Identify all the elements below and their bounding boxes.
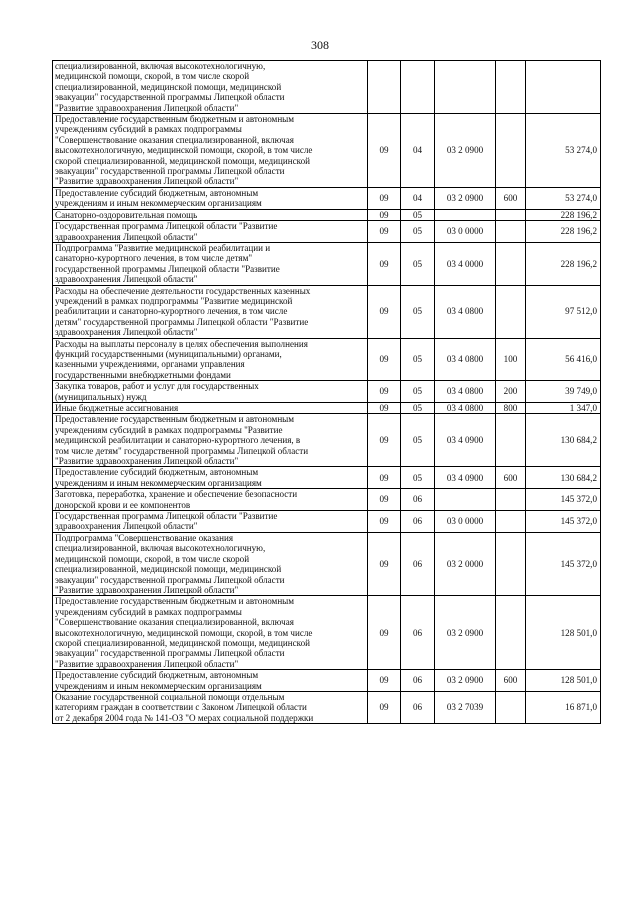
amount-cell: 97 512,0: [526, 285, 601, 338]
item-name-cell: [53, 338, 368, 381]
item-name-line: государственной программы Липецкой области "Развитие: [55, 263, 280, 274]
subsection-code-cell: 06: [401, 532, 435, 595]
expense-type-cell: [496, 114, 526, 188]
table-row: [53, 114, 601, 188]
subsection-code-cell: 06: [401, 596, 435, 670]
expense-type-cell: [496, 596, 526, 670]
subsection-code-cell: 05: [401, 403, 435, 414]
target-article-cell: 03 4 0800: [435, 285, 496, 338]
item-name-line: высокотехнологичную, медицинской помощи, скорой, в том числе: [55, 627, 313, 638]
target-article-cell: [435, 61, 496, 114]
target-article-cell: 03 4 0800: [435, 403, 496, 414]
item-name-line: Иные бюджетные ассигнования: [55, 403, 179, 413]
target-article-cell: 03 0 0000: [435, 511, 496, 533]
section-code-cell: 09: [368, 381, 401, 403]
item-name-line: здравоохранения Липецкой области": [55, 274, 198, 285]
table-row: [53, 596, 601, 670]
item-name-line: медицинской помощи, скорой, в том числе скорой: [55, 71, 250, 82]
item-name-line: государственными внебюджетными фондами: [55, 369, 231, 380]
item-name-line: учреждениям и иным некоммерческим организациям: [55, 477, 262, 488]
item-name-line: Закупка товаров, работ и услуг для государственных: [55, 381, 259, 392]
expense-type-cell: [496, 691, 526, 723]
item-name-line: (муниципальных) нужд: [55, 391, 147, 402]
expense-type-cell: 600: [496, 670, 526, 692]
item-name-cell: [53, 670, 368, 692]
item-name-line: "Развитие здравоохранения Липецкой области": [55, 658, 239, 669]
target-article-cell: 03 4 0000: [435, 242, 496, 285]
table-row: [53, 691, 601, 723]
table-row: [53, 511, 601, 533]
target-article-cell: [435, 489, 496, 511]
item-name-line: специализированной, медицинской помощи, медицинской: [55, 81, 282, 92]
target-article-cell: 03 2 0900: [435, 596, 496, 670]
item-name-line: Предоставление субсидий бюджетным, автономным: [55, 670, 259, 681]
item-name-cell: [53, 532, 368, 595]
item-name-line: учреждениям субсидий в рамках подпрограммы "Развитие: [55, 424, 283, 435]
section-code-cell: 09: [368, 532, 401, 595]
table-row: [53, 221, 601, 243]
subsection-code-cell: 05: [401, 338, 435, 381]
subsection-code-cell: 04: [401, 187, 435, 209]
table-body: [53, 61, 601, 724]
item-name-cell: [53, 221, 368, 243]
section-code-cell: 09: [368, 338, 401, 381]
table-row: [53, 209, 601, 220]
section-code-cell: 09: [368, 221, 401, 243]
item-name-line: "Развитие здравоохранения Липецкой области": [55, 584, 239, 595]
target-article-cell: 03 2 0000: [435, 532, 496, 595]
budget-table: [52, 60, 601, 724]
table-row: [53, 532, 601, 595]
expense-type-cell: 800: [496, 403, 526, 414]
amount-cell: [526, 61, 601, 114]
item-name-cell: [53, 403, 368, 414]
table-row: [53, 489, 601, 511]
section-code-cell: [368, 61, 401, 114]
item-name-line: казенными учреждениями, органами управления: [55, 359, 245, 370]
target-article-cell: 03 4 0900: [435, 467, 496, 489]
item-name-line: учреждениям субсидий в рамках подпрограммы: [55, 606, 242, 617]
item-name-line: эвакуации" государственной программы Липецкой области: [55, 166, 285, 177]
section-code-cell: 09: [368, 596, 401, 670]
amount-cell: 53 274,0: [526, 187, 601, 209]
item-name-line: эвакуации" государственной программы Липецкой области: [55, 92, 285, 103]
amount-cell: 128 501,0: [526, 670, 601, 692]
item-name-line: специализированной, включая высокотехнологичную,: [55, 543, 266, 554]
subsection-code-cell: [401, 61, 435, 114]
item-name-line: эвакуации" государственной программы Липецкой области: [55, 648, 285, 659]
subsection-code-cell: 05: [401, 285, 435, 338]
section-code-cell: 09: [368, 467, 401, 489]
item-name-line: "Развитие здравоохранения Липецкой области": [55, 176, 239, 187]
table-row: [53, 61, 601, 114]
table-row: [53, 670, 601, 692]
section-code-cell: 09: [368, 403, 401, 414]
subsection-code-cell: 06: [401, 511, 435, 533]
subsection-code-cell: 05: [401, 209, 435, 220]
section-code-cell: 09: [368, 114, 401, 188]
table-row: [53, 338, 601, 381]
target-article-cell: 03 0 0000: [435, 221, 496, 243]
amount-cell: 53 274,0: [526, 114, 601, 188]
subsection-code-cell: 05: [401, 221, 435, 243]
expense-type-cell: 600: [496, 467, 526, 489]
item-name-cell: [53, 489, 368, 511]
subsection-code-cell: 06: [401, 670, 435, 692]
item-name-line: "Развитие здравоохранения Липецкой области": [55, 456, 239, 467]
item-name-cell: [53, 691, 368, 723]
item-name-line: здравоохранения Липецкой области": [55, 521, 198, 532]
amount-cell: 145 372,0: [526, 532, 601, 595]
section-code-cell: 09: [368, 187, 401, 209]
target-article-cell: 03 4 0800: [435, 381, 496, 403]
subsection-code-cell: 04: [401, 114, 435, 188]
item-name-line: Санаторно-оздоровительная помощь: [55, 209, 198, 220]
item-name-cell: [53, 414, 368, 467]
item-name-line: учреждениям и иным некоммерческим организациям: [55, 680, 262, 691]
section-code-cell: 09: [368, 511, 401, 533]
item-name-line: скорой специализированной, медицинской помощи, медицинской: [55, 155, 310, 166]
item-name-line: учреждений в рамках подпрограммы "Развитие медицинской: [55, 295, 293, 306]
item-name-line: категориям граждан в соответствии с Законом Липецкой области: [55, 702, 307, 713]
section-code-cell: 09: [368, 670, 401, 692]
item-name-line: Государственная программа Липецкой области "Развитие: [55, 221, 278, 232]
subsection-code-cell: 05: [401, 467, 435, 489]
subsection-code-cell: 06: [401, 691, 435, 723]
item-name-line: Подпрограмма "Совершенствование оказания: [55, 532, 234, 543]
section-code-cell: 09: [368, 414, 401, 467]
item-name-cell: [53, 596, 368, 670]
section-code-cell: 09: [368, 285, 401, 338]
expense-type-cell: 600: [496, 187, 526, 209]
amount-cell: 1 347,0: [526, 403, 601, 414]
item-name-cell: [53, 114, 368, 188]
item-name-line: реабилитации и санаторно-курортного лечения, в том числе: [55, 306, 288, 317]
subsection-code-cell: 06: [401, 489, 435, 511]
amount-cell: 130 684,2: [526, 467, 601, 489]
item-name-line: медицинской реабилитации и санаторно-курортного лечения, в: [55, 435, 301, 446]
table-row: [53, 403, 601, 414]
item-name-line: Предоставление субсидий бюджетным, автономным: [55, 467, 259, 478]
target-article-cell: [435, 209, 496, 220]
table-row: [53, 285, 601, 338]
item-name-line: санаторно-курортного лечения, в том числе детям": [55, 253, 253, 264]
item-name-line: донорской крови и ее компонентов: [55, 499, 191, 510]
item-name-line: Предоставление государственным бюджетным и автономным: [55, 114, 295, 125]
item-name-line: том числе детям" государственной программы Липецкой области: [55, 445, 309, 456]
item-name-line: функций государственными (муниципальными) органами,: [55, 348, 282, 359]
item-name-cell: [53, 285, 368, 338]
item-name-line: здравоохранения Липецкой области": [55, 231, 198, 242]
expense-type-cell: [496, 489, 526, 511]
item-name-line: "Совершенствование оказания специализированной, включая: [55, 134, 294, 145]
item-name-line: "Совершенствование оказания специализированной, включая: [55, 617, 294, 628]
amount-cell: 16 871,0: [526, 691, 601, 723]
item-name-line: от 2 декабря 2004 года № 141-ОЗ "О мерах социальной поддержки: [55, 712, 314, 723]
subsection-code-cell: 05: [401, 381, 435, 403]
expense-type-cell: 100: [496, 338, 526, 381]
item-name-line: специализированной, включая высокотехнологичную,: [55, 61, 266, 71]
item-name-line: учреждениям субсидий в рамках подпрограммы: [55, 124, 242, 135]
amount-cell: 130 684,2: [526, 414, 601, 467]
target-article-cell: 03 2 0900: [435, 187, 496, 209]
item-name-line: "Развитие здравоохранения Липецкой области": [55, 102, 239, 113]
table-row: [53, 187, 601, 209]
item-name-line: медицинской помощи, скорой, в том числе скорой: [55, 553, 250, 564]
item-name-cell: [53, 467, 368, 489]
item-name-line: учреждениям и иным некоммерческим организациям: [55, 198, 262, 209]
item-name-line: скорой специализированной, медицинской помощи, медицинской: [55, 637, 310, 648]
item-name-line: Предоставление государственным бюджетным и автономным: [55, 414, 295, 425]
item-name-line: Предоставление субсидий бюджетным, автономным: [55, 187, 259, 198]
item-name-line: Предоставление государственным бюджетным и автономным: [55, 596, 295, 607]
item-name-cell: [53, 187, 368, 209]
expense-type-cell: [496, 61, 526, 114]
expense-type-cell: [496, 511, 526, 533]
target-article-cell: 03 2 0900: [435, 670, 496, 692]
table-row: [53, 381, 601, 403]
item-name-line: здравоохранения Липецкой области": [55, 327, 198, 338]
item-name-line: Расходы на обеспечение деятельности государственных казенных: [55, 285, 311, 296]
item-name-line: Расходы на выплаты персоналу в целях обеспечения выполнения: [55, 338, 308, 349]
item-name-line: Государственная программа Липецкой области "Развитие: [55, 511, 278, 522]
item-name-line: специализированной, медицинской помощи, медицинской: [55, 564, 282, 575]
section-code-cell: 09: [368, 691, 401, 723]
target-article-cell: 03 2 0900: [435, 114, 496, 188]
subsection-code-cell: 05: [401, 414, 435, 467]
page-number: 308: [311, 38, 329, 52]
target-article-cell: 03 4 0900: [435, 414, 496, 467]
amount-cell: 128 501,0: [526, 596, 601, 670]
target-article-cell: 03 2 7039: [435, 691, 496, 723]
table-row: [53, 467, 601, 489]
item-name-line: Заготовка, переработка, хранение и обеспечение безопасности: [55, 489, 298, 500]
table-row: [53, 414, 601, 467]
item-name-cell: [53, 61, 368, 114]
amount-cell: 145 372,0: [526, 511, 601, 533]
item-name-line: Подпрограмма "Развитие медицинской реабилитации и: [55, 242, 271, 253]
amount-cell: 39 749,0: [526, 381, 601, 403]
expense-type-cell: [496, 532, 526, 595]
item-name-cell: [53, 381, 368, 403]
amount-cell: 228 196,2: [526, 209, 601, 220]
amount-cell: 228 196,2: [526, 221, 601, 243]
amount-cell: 228 196,2: [526, 242, 601, 285]
item-name-line: эвакуации" государственной программы Липецкой области: [55, 574, 285, 585]
subsection-code-cell: 05: [401, 242, 435, 285]
item-name-line: Оказание государственной социальной помощи отдельным: [55, 691, 285, 702]
item-name-line: детям" государственной программы Липецкой области "Развитие: [55, 316, 309, 327]
amount-cell: 145 372,0: [526, 489, 601, 511]
expense-type-cell: [496, 221, 526, 243]
section-code-cell: 09: [368, 209, 401, 220]
expense-type-cell: [496, 209, 526, 220]
expense-type-cell: [496, 414, 526, 467]
item-name-cell: [53, 242, 368, 285]
item-name-cell: [53, 209, 368, 220]
section-code-cell: 09: [368, 242, 401, 285]
item-name-cell: [53, 511, 368, 533]
expense-type-cell: [496, 242, 526, 285]
expense-type-cell: [496, 285, 526, 338]
table-row: [53, 242, 601, 285]
amount-cell: 56 416,0: [526, 338, 601, 381]
target-article-cell: 03 4 0800: [435, 338, 496, 381]
item-name-line: высокотехнологичную, медицинской помощи, скорой, в том числе: [55, 145, 313, 156]
expense-type-cell: 200: [496, 381, 526, 403]
section-code-cell: 09: [368, 489, 401, 511]
